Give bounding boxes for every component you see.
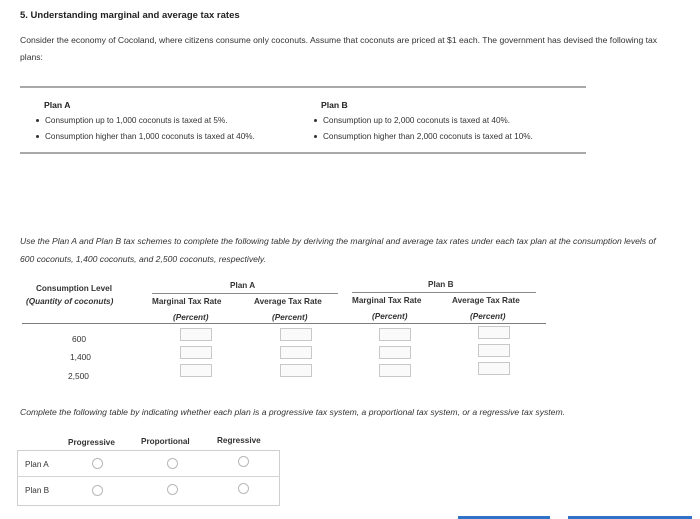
col-consumption-level: Consumption Level [36, 284, 112, 293]
group-plan-b: Plan B [428, 280, 454, 289]
plan-b-progressive-radio[interactable] [92, 485, 103, 496]
classification-row-divider [17, 476, 280, 477]
plan-a-marginal-header: Marginal Tax Rate [152, 297, 222, 306]
intro-text: Consider the economy of Cocoland, where citizens consume only coconuts. Assume that coconuts are priced at $1 each. The government has devised the following tax plans: [20, 35, 658, 62]
plan-a-average-2500-input[interactable] [280, 364, 312, 377]
plan-a-group-rule [152, 293, 338, 294]
plan-a-progressive-radio[interactable] [92, 458, 103, 469]
plan-b-bullet-1-text: Consumption up to 2,000 coconuts is taxed at 40%. [323, 116, 511, 125]
row-plan-a-label: Plan A [25, 460, 49, 469]
plan-b-average-1400-input[interactable] [478, 344, 510, 357]
plan-b-marginal-unit: (Percent) [372, 312, 408, 321]
bullet-dot-icon [36, 119, 39, 122]
col-regressive: Regressive [217, 436, 261, 445]
plan-a-marginal-1400-input[interactable] [180, 346, 212, 359]
question-title: 5. Understanding marginal and average tax rates [20, 10, 240, 21]
plan-a-marginal-unit: (Percent) [173, 313, 209, 322]
plan-a-proportional-radio[interactable] [167, 458, 178, 469]
plan-a-bullet-2 [36, 132, 255, 141]
plan-b-title: Plan B [321, 100, 348, 110]
plan-a-average-header: Average Tax Rate [254, 297, 322, 306]
plan-b-bullet-1 [314, 116, 510, 125]
group-plan-a: Plan A [230, 281, 256, 290]
plan-a-bullet-1 [36, 116, 228, 125]
plan-b-average-unit: (Percent) [470, 312, 506, 321]
plans-top-rule [20, 86, 586, 88]
plan-b-average-header: Average Tax Rate [452, 296, 520, 305]
row-600-label: 600 [72, 334, 86, 344]
row-1400-label: 1,400 [70, 352, 91, 362]
row-2500-label: 2,500 [68, 371, 89, 381]
plan-a-title: Plan A [44, 100, 71, 110]
plan-b-regressive-radio[interactable] [238, 483, 249, 494]
plan-b-marginal-600-input[interactable] [379, 328, 411, 341]
plan-a-average-unit: (Percent) [272, 313, 308, 322]
plan-a-marginal-2500-input[interactable] [180, 364, 212, 377]
bullet-dot-icon [314, 135, 317, 138]
col-proportional: Proportional [141, 437, 190, 446]
plan-b-bullet-2 [314, 132, 533, 141]
plan-b-average-2500-input[interactable] [478, 362, 510, 375]
row-plan-b-label: Plan B [25, 486, 50, 495]
plan-b-marginal-header: Marginal Tax Rate [352, 296, 422, 305]
plan-a-bullet-1-text: Consumption up to 1,000 coconuts is taxed at 5%. [45, 116, 228, 125]
plan-b-marginal-1400-input[interactable] [379, 346, 411, 359]
bullet-dot-icon [36, 135, 39, 138]
plan-a-average-600-input[interactable] [280, 328, 312, 341]
plan-a-bullet-2-text: Consumption higher than 1,000 coconuts is taxed at 40%. [45, 132, 255, 141]
plan-b-bullet-2-text: Consumption higher than 2,000 coconuts is taxed at 10%. [323, 132, 533, 141]
bullet-dot-icon [314, 119, 317, 122]
table1-header-rule [22, 323, 546, 324]
plan-b-proportional-radio[interactable] [167, 484, 178, 495]
instruction-classify: Complete the following table by indicating whether each plan is a progressive tax system, a proportional tax system, or a regressive tax system. [20, 407, 566, 417]
plan-b-group-rule [352, 292, 536, 293]
plan-b-marginal-2500-input[interactable] [379, 364, 411, 377]
instruction-rates: Use the Plan A and Plan B tax schemes to complete the following table by deriving the marginal and average tax rates under each tax plan at the consumption levels of 600 coconuts, 1,400 coconuts, and 2,500 coconuts, respectively. [20, 236, 656, 264]
plan-a-average-1400-input[interactable] [280, 346, 312, 359]
plan-a-regressive-radio[interactable] [238, 456, 249, 467]
col-consumption-units: (Quantity of coconuts) [26, 297, 114, 306]
col-progressive: Progressive [68, 438, 115, 447]
plan-a-marginal-600-input[interactable] [180, 328, 212, 341]
plan-b-average-600-input[interactable] [478, 326, 510, 339]
plans-bottom-rule [20, 152, 586, 154]
